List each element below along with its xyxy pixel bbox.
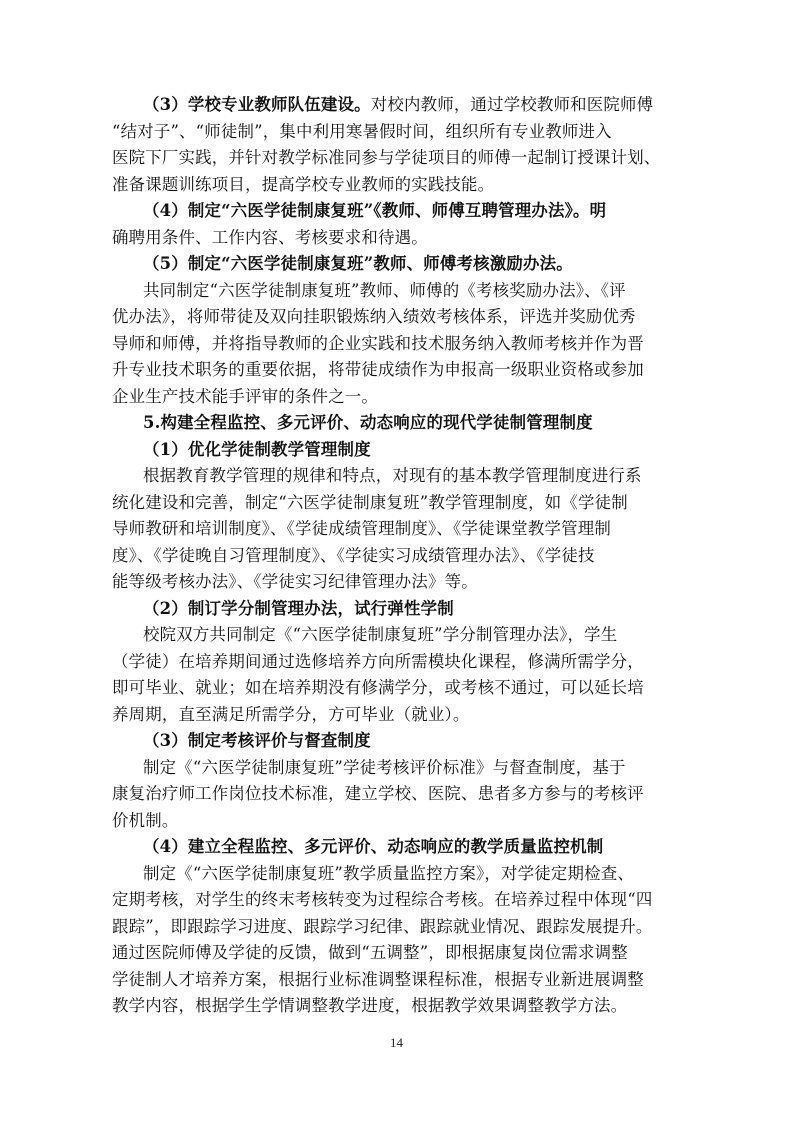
subsection-2-line-2: （学徒）在培养期间通过选修培养方向所需模块化课程，修满所需学分， [112, 651, 644, 671]
section-5-heading: 5.构建全程监控、多元评价、动态响应的现代学徒制管理制度 [143, 413, 593, 433]
subsection-1-line-3: 导师教研和培训制度》、《学徒成绩管理制度》、《学徒课堂教学管理制 [112, 519, 612, 539]
subsection-3-heading: （3）制定考核评价与督查制度 [143, 731, 371, 751]
paragraph-3-text: 对校内教师，通过学校教师和医院师傅 [370, 95, 654, 114]
subsection-2-heading: （2）制订学分制管理办法，试行弹性学制 [143, 598, 454, 618]
paragraph-5-line-1: 共同制定“六医学徒制康复班”教师、师傅的《考核奖励办法》、《评 [143, 280, 626, 300]
paragraph-5-line-2: 优办法》，将师带徒及双向挂职锻炼纳入绩效考核体系，评选并奖励优秀 [112, 307, 636, 327]
paragraph-5-heading: （5）制定“六医学徒制康复班”教师、师傅考核激励办法。 [143, 254, 573, 274]
subsection-4-line-6: 教学内容，根据学生学情调整教学进度，根据教学效果调整教学方法。 [112, 996, 628, 1016]
page-number: 14 [390, 1035, 403, 1050]
paragraph-4-heading: （4）制定“六医学徒制康复班”《教师、师傅互聘管理办法》。明 [143, 201, 607, 221]
paragraph-5-line-3: 导师和师傅，并将指导教师的企业实践和技术服务纳入教师考核并作为晋 [112, 333, 644, 353]
subsection-2-line-1: 校院双方共同制定《“六医学徒制康复班”学分制管理办法》，学生 [143, 625, 618, 645]
subsection-4-heading: （4）建立全程监控、多元评价、动态响应的教学质量监控机制 [143, 837, 604, 857]
subsection-4-line-2: 定期考核，对学生的终末考核转变为过程综合考核。在培养过程中体现“四 [112, 890, 653, 910]
subsection-1-line-4: 度》、《学徒晚自习管理制度》、《学徒实习成绩管理办法》、《学徒技 [112, 545, 595, 565]
subsection-2-line-3: 即可毕业、就业；如在培养期没有修满学分，或考核不通过，可以延长培 [112, 678, 644, 698]
subsection-1-line-2: 统化建设和完善，制定“六医学徒制康复班”教学管理制度，如《学徒制 [112, 492, 628, 512]
paragraph-3-heading: （3）学校专业教师队伍建设。 [143, 95, 371, 114]
paragraph-3-line-1 [143, 92, 697, 119]
subsection-4-line-4: 通过医院师傅及学徒的反馈，做到“五调整”，即根据康复岗位需求调整 [112, 943, 628, 963]
paragraph-3-line-4: 准备课题训练项目，提高学校专业教师的实践技能。 [112, 174, 495, 194]
paragraph-5-line-4: 升专业技术职务的重要依据，将带徒成绩作为申报高一级职业资格或参加 [112, 360, 644, 380]
subsection-3-line-1: 制定《“六医学徒制康复班”学徒考核评价标准》与督查制度，基于 [143, 757, 626, 777]
subsection-4-line-5: 学徒制人才培养方案，根据行业标准调整课程标准，根据专业新进展调整 [112, 969, 644, 989]
paragraph-3-line-3: 医院下厂实践，并针对教学标准同参与学徒项目的师傅一起制订授课计划、 [112, 148, 661, 168]
subsection-2-line-4: 养周期，直至满足所需学分，方可毕业（就业）。 [112, 704, 470, 724]
subsection-1-line-1: 根据教育教学管理的规律和特点，对现有的基本教学管理制度进行系 [143, 466, 642, 486]
subsection-3-line-2: 康复治疗师工作岗位技术标准，建立学校、医院、患者多方参与的考核评 [112, 784, 644, 804]
subsection-4-line-3: 跟踪”，即跟踪学习进度、跟踪学习纪律、跟踪就业情况、跟踪发展提升。 [112, 916, 653, 936]
paragraph-5-line-5: 企业生产技术能手评审的条件之一。 [112, 386, 378, 406]
subsection-1-heading: （1）优化学徒制教学管理制度 [143, 439, 371, 459]
subsection-3-line-3: 价机制。 [112, 810, 179, 830]
subsection-1-line-5: 能等级考核办法》、《学徒实习纪律管理办法》等。 [112, 572, 478, 592]
paragraph-4-line-2: 确聘用条件、工作内容、考核要求和待遇。 [112, 227, 428, 247]
paragraph-3-line-2: “结对子”、“师徒制”，集中利用寒暑假时间，组织所有专业教师进入 [112, 121, 612, 141]
subsection-4-line-1: 制定《“六医学徒制康复班”教学质量监控方案》，对学徒定期检查、 [143, 863, 635, 883]
